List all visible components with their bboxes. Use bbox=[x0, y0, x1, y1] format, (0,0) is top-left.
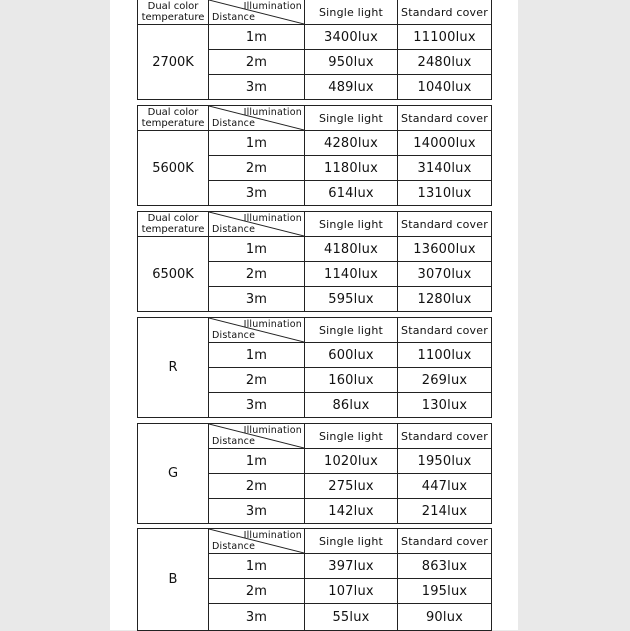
single-light-value: 4180lux bbox=[305, 237, 398, 262]
standard-cover-header: Standard cover bbox=[398, 0, 491, 25]
standard-cover-value: 447lux bbox=[398, 474, 491, 499]
diagonal-header-cell bbox=[209, 212, 305, 237]
single-light-value: 55lux bbox=[305, 604, 398, 630]
single-light-value: 489lux bbox=[305, 75, 398, 99]
standard-cover-value: 195lux bbox=[398, 579, 491, 604]
light-mode-label: 5600K bbox=[152, 160, 194, 176]
standard-cover-header: Standard cover bbox=[398, 106, 491, 131]
light-mode-label: 2700K bbox=[152, 54, 194, 70]
distance-value: 3m bbox=[209, 181, 305, 205]
illumination-table bbox=[137, 105, 492, 206]
diagonal-header-cell bbox=[209, 529, 305, 554]
standard-cover-value: 90lux bbox=[425, 609, 464, 625]
light-mode-cell bbox=[138, 106, 209, 205]
standard-cover-value: 863lux bbox=[398, 554, 491, 579]
standard-cover-value: 11100lux bbox=[398, 25, 491, 50]
single-light-value: 614lux bbox=[305, 181, 398, 205]
distance-value: 1m bbox=[209, 131, 305, 156]
illumination-label: Illumination bbox=[243, 425, 302, 436]
single-light-value: 1020lux bbox=[305, 449, 398, 474]
temperature-label: Dual color temperature bbox=[138, 212, 208, 237]
temperature-label: Dual color temperature bbox=[138, 0, 208, 25]
single-light-value: 3400lux bbox=[305, 25, 398, 50]
standard-cover-value: 1280lux bbox=[417, 291, 472, 307]
temperature-label: Dual color temperature bbox=[138, 106, 208, 131]
single-light-header: Single light bbox=[305, 529, 398, 554]
distance-value: 2m bbox=[209, 579, 305, 604]
standard-cover-value: 214lux bbox=[421, 503, 468, 519]
illumination-table bbox=[137, 0, 492, 100]
light-mode-label: B bbox=[168, 572, 178, 587]
distance-value: 2m bbox=[209, 262, 305, 287]
single-light-value: 600lux bbox=[305, 343, 398, 368]
single-light-value: 107lux bbox=[305, 579, 398, 604]
illumination-label: Illumination bbox=[243, 530, 302, 541]
standard-cover-header: Standard cover bbox=[398, 424, 491, 449]
single-light-value: 86lux bbox=[305, 393, 398, 417]
single-light-value: 950lux bbox=[305, 50, 398, 75]
single-light-value: 397lux bbox=[305, 554, 398, 579]
diagonal-header-cell bbox=[209, 424, 305, 449]
illumination-label: Illumination bbox=[243, 107, 302, 118]
light-mode-cell bbox=[138, 212, 209, 311]
distance-label: Distance bbox=[212, 12, 256, 23]
illumination-label: Illumination bbox=[243, 213, 302, 224]
single-light-header: Single light bbox=[305, 106, 398, 131]
single-light-value: 142lux bbox=[305, 499, 398, 523]
standard-cover-value: 2480lux bbox=[398, 50, 491, 75]
single-light-header: Single light bbox=[305, 318, 398, 343]
distance-value: 1m bbox=[209, 449, 305, 474]
distance-value: 1m bbox=[209, 237, 305, 262]
distance-value: 3m bbox=[209, 393, 305, 417]
distance-value: 1m bbox=[209, 554, 305, 579]
standard-cover-header: Standard cover bbox=[398, 529, 491, 554]
distance-value: 1m bbox=[209, 343, 305, 368]
single-light-header: Single light bbox=[305, 0, 398, 25]
light-mode-cell bbox=[138, 424, 209, 523]
single-light-value: 160lux bbox=[305, 368, 398, 393]
light-mode-cell bbox=[138, 529, 209, 630]
standard-cover-header: Standard cover bbox=[398, 318, 491, 343]
distance-value: 3m bbox=[209, 75, 305, 99]
distance-value: 3m bbox=[209, 499, 305, 523]
standard-cover-value: 13600lux bbox=[398, 237, 491, 262]
distance-value: 1m bbox=[209, 25, 305, 50]
illumination-table bbox=[137, 211, 492, 312]
distance-value: 2m bbox=[209, 156, 305, 181]
standard-cover-header: Standard cover bbox=[398, 212, 491, 237]
diagonal-header-cell bbox=[209, 0, 305, 25]
distance-label: Distance bbox=[212, 224, 256, 235]
diagonal-header-cell bbox=[209, 106, 305, 131]
illumination-table bbox=[137, 528, 492, 631]
illumination-label: Illumination bbox=[243, 1, 302, 12]
single-light-header: Single light bbox=[305, 424, 398, 449]
single-light-header: Single light bbox=[305, 212, 398, 237]
single-light-value: 1180lux bbox=[305, 156, 398, 181]
distance-label: Distance bbox=[212, 118, 256, 129]
standard-cover-value: 14000lux bbox=[398, 131, 491, 156]
distance-label: Distance bbox=[212, 330, 256, 341]
distance-value: 3m bbox=[209, 287, 305, 311]
standard-cover-value: 1040lux bbox=[417, 79, 472, 95]
distance-value: 2m bbox=[209, 474, 305, 499]
distance-value: 2m bbox=[209, 50, 305, 75]
light-mode-cell bbox=[138, 318, 209, 417]
light-mode-label: 6500K bbox=[152, 266, 194, 282]
single-light-value: 595lux bbox=[305, 287, 398, 311]
diagonal-header-cell bbox=[209, 318, 305, 343]
single-light-value: 4280lux bbox=[305, 131, 398, 156]
standard-cover-value: 1310lux bbox=[417, 185, 472, 201]
light-mode-label: R bbox=[168, 360, 178, 375]
light-mode-label: G bbox=[167, 466, 179, 481]
distance-value: 3m bbox=[209, 604, 305, 630]
standard-cover-value: 3070lux bbox=[398, 262, 491, 287]
distance-label: Distance bbox=[212, 541, 256, 552]
distance-value: 2m bbox=[209, 368, 305, 393]
standard-cover-value: 1950lux bbox=[398, 449, 491, 474]
standard-cover-value: 269lux bbox=[398, 368, 491, 393]
distance-label: Distance bbox=[212, 436, 256, 447]
illumination-label: Illumination bbox=[243, 319, 302, 330]
illumination-table bbox=[137, 317, 492, 418]
light-mode-cell bbox=[138, 0, 209, 99]
standard-cover-value: 3140lux bbox=[398, 156, 491, 181]
single-light-value: 1140lux bbox=[305, 262, 398, 287]
single-light-value: 275lux bbox=[305, 474, 398, 499]
illumination-table bbox=[137, 423, 492, 524]
standard-cover-value: 130lux bbox=[421, 397, 468, 413]
standard-cover-value: 1100lux bbox=[398, 343, 491, 368]
